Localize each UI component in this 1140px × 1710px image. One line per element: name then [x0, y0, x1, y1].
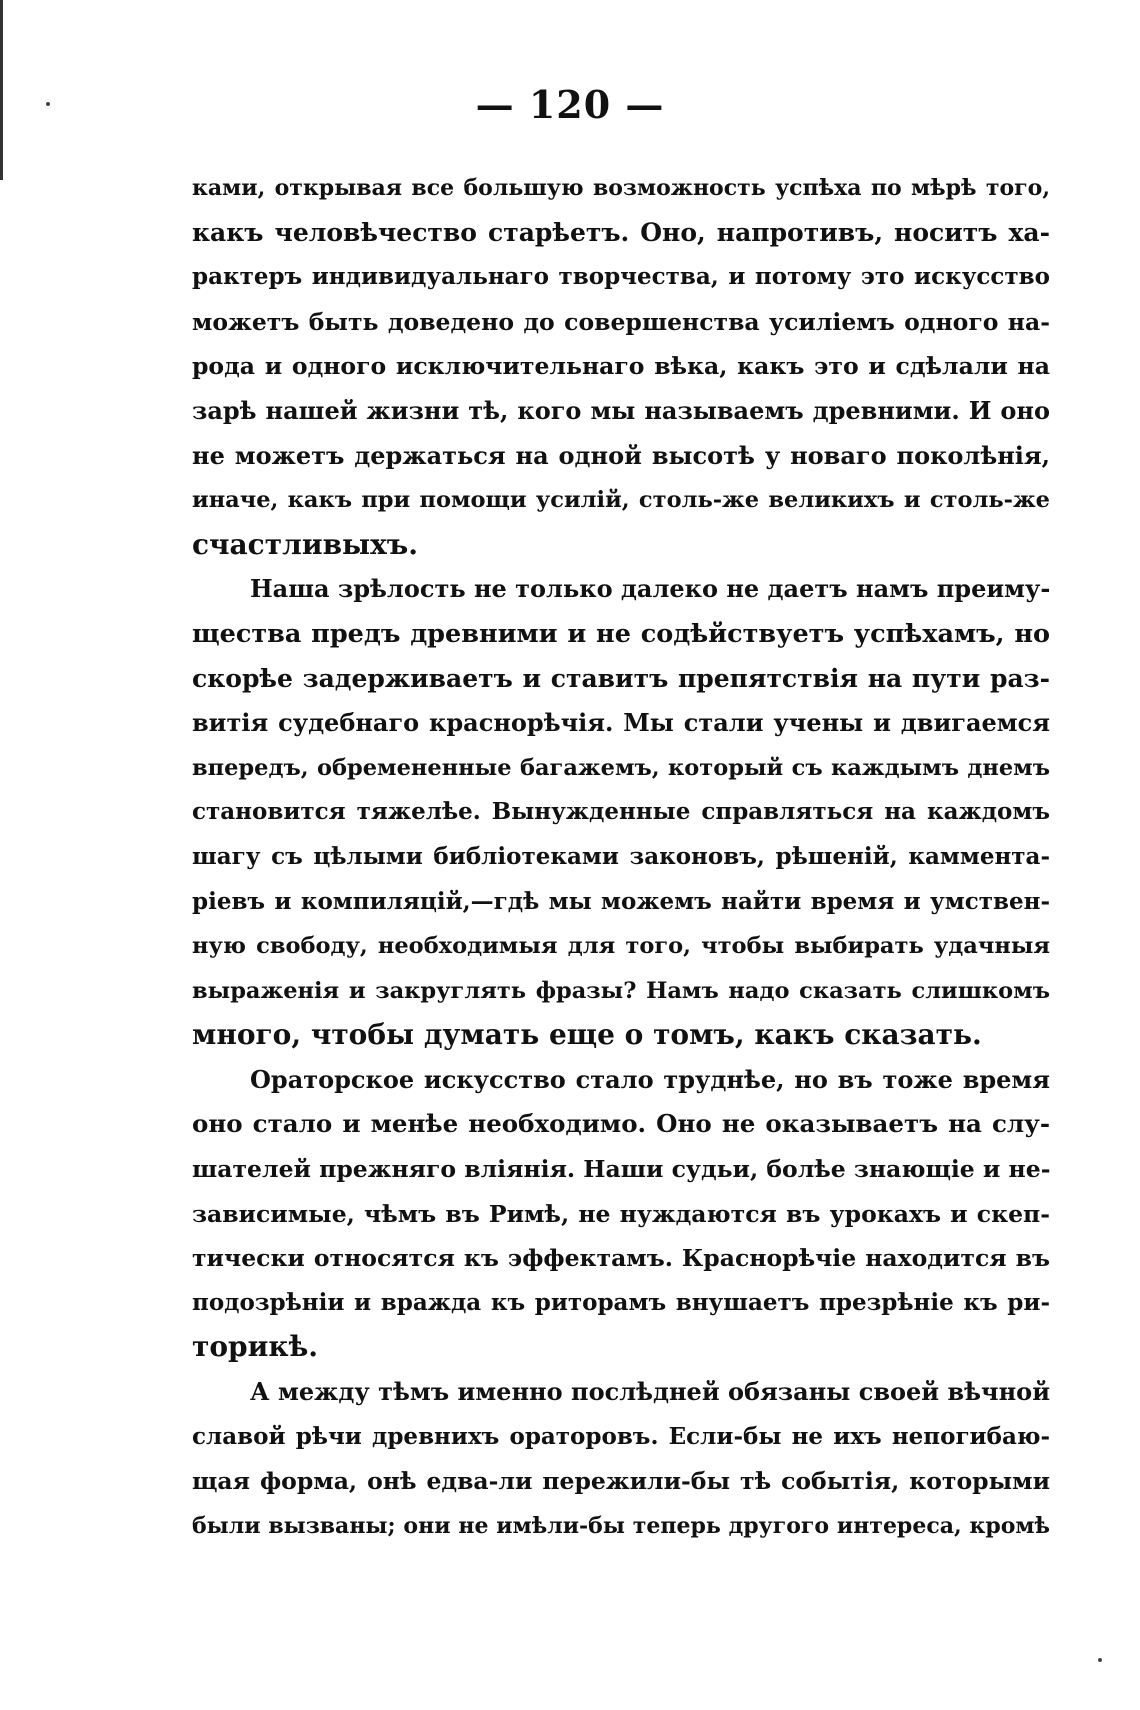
- text-line: выраженія и закруглять фразы? Намъ надо сказать слишкомъ: [192, 977, 1050, 1004]
- text-line: много, чтобы думать еще о томъ, какъ сказать.: [192, 1018, 982, 1052]
- text-line: щества предъ древними и не содѣйствуетъ успѣхамъ, но: [192, 618, 1050, 649]
- text-line: тически относятся къ эффектамъ. Краснорѣчіе находится въ: [192, 1244, 1050, 1273]
- text-line: ріевъ и компиляцій,—гдѣ мы можемъ найти время и умствен-: [192, 887, 1050, 915]
- text-line: зарѣ нашей жизни тѣ, кого мы называемъ древними. И оно: [192, 395, 1050, 425]
- text-line: иначе, какъ при помощи усилій, столь-же великихъ и столь-же: [192, 487, 1050, 514]
- text-line: становится тяжелѣе. Вынужденные справляться на каждомъ: [192, 798, 1050, 826]
- text-line: зависимые, чѣмъ въ Римѣ, не нуждаются въ урокахъ и скеп-: [192, 1199, 1050, 1228]
- text-line: шагу съ цѣлыми библіотеками законовъ, рѣшеній, камментa-: [192, 842, 1050, 870]
- text-line: щая форма, онѣ едва-ли пережили-бы тѣ событія, которыми: [192, 1467, 1050, 1496]
- text-line: рактеръ индивидуальнаго творчества, и потому это искусство: [192, 263, 1050, 291]
- text-line: счастливыхъ.: [192, 527, 419, 561]
- page-number: — 120 —: [475, 82, 665, 127]
- text-line: впередъ, обремененные багажемъ, который съ каждымъ днемъ: [192, 754, 1050, 781]
- text-line: были вызваны; они не имѣли-бы теперь другого интереса, кромѣ: [192, 1512, 1050, 1539]
- text-line: Ораторское искусство стало труднѣе, но въ тоже время: [250, 1064, 1050, 1094]
- body-text: [192, 166, 1050, 1548]
- text-line: ками, открывая все большую возможность успѣха по мѣрѣ того,: [192, 175, 1050, 201]
- text-line: подозрѣніи и вражда къ риторамъ внушаетъ презрѣніе къ ри-: [192, 1288, 1050, 1316]
- text-line: какъ человѣчество старѣетъ. Оно, напротивъ, носитъ ха-: [192, 217, 1050, 247]
- text-line: торикѣ.: [192, 1330, 319, 1364]
- text-line: не можетъ держаться на одной высотѣ у новаго поколѣнія,: [192, 440, 1050, 470]
- text-line: славой рѣчи древнихъ ораторовъ. Если-бы не ихъ непогибаю-: [192, 1422, 1050, 1450]
- text-line: рода и одного исключительнаго вѣка, какъ это и сдѣлали на: [192, 352, 1050, 381]
- text-line: ную свободу, необходимыя для того, чтобы выбирать удачныя: [192, 933, 1050, 960]
- print-speck: [1098, 1658, 1102, 1662]
- text-line: оно стало и менѣе необходимо. Оно не оказываетъ на слу-: [192, 1109, 1050, 1139]
- text-line: витія судебнаго краснорѣчія. Мы стали учены и двигаемся: [192, 708, 1050, 738]
- text-line: Наша зрѣлость не только далеко не даетъ намъ преиму-: [250, 574, 1050, 604]
- text-line: А между тѣмъ именно послѣдней обязаны своей вѣчной: [250, 1377, 1050, 1407]
- text-line: можетъ быть доведено до совершенства усиліемъ одного на-: [192, 307, 1050, 336]
- text-line: скорѣе задерживаетъ и ставитъ препятствія на пути раз-: [192, 663, 1050, 693]
- text-line: шателей прежняго вліянія. Наши судьи, болѣе знающіе и не-: [192, 1155, 1050, 1184]
